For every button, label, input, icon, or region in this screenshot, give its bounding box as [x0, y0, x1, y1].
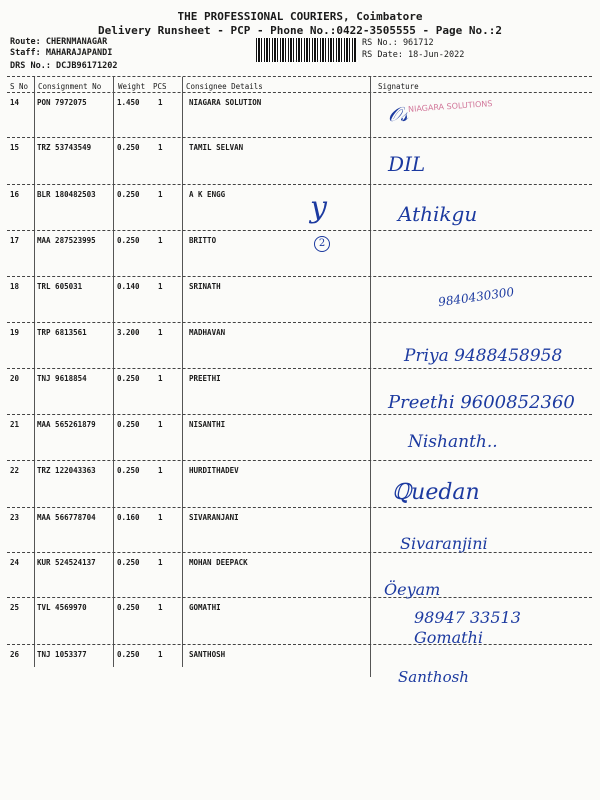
row-weight: 0.250	[117, 558, 140, 567]
signature-row-18: 9840430300	[437, 284, 515, 310]
staff-label: Staff: MAHARAJAPANDI	[10, 48, 113, 58]
row-pcs: 1	[158, 466, 163, 475]
col-separator	[182, 77, 183, 667]
row-pcs: 1	[158, 558, 163, 567]
row-weight: 0.250	[117, 374, 140, 383]
row-consignee: NIAGARA SOLUTION	[189, 98, 262, 107]
col-consignee: Consignee Details	[186, 82, 263, 91]
row-consignee: HURDITHADEV	[189, 466, 239, 475]
row-sno: 19	[10, 328, 20, 337]
row-pcs: 1	[158, 143, 163, 152]
row-sno: 22	[10, 466, 20, 475]
signature-row-21: Nishanth..	[408, 432, 498, 452]
handwritten-mark: y	[310, 190, 327, 225]
signature-row-26: Santhosh	[398, 668, 469, 686]
col-pcs: PCS	[153, 82, 167, 91]
drs-number: DRS No.: DCJB96171202	[10, 61, 118, 71]
row-consignment: MAA 566778704	[37, 513, 96, 522]
row-consignment: TVL 4569970	[37, 603, 87, 612]
row-consignment: TNJ 9618854	[37, 374, 87, 383]
row-consignee: GOMATHI	[189, 603, 221, 612]
row-consignment: TRZ 53743549	[37, 143, 92, 152]
row-weight: 0.250	[117, 420, 140, 429]
row-pcs: 1	[158, 236, 163, 245]
row-sno: 23	[10, 513, 20, 522]
row-divider	[7, 507, 592, 508]
row-sno: 20	[10, 374, 20, 383]
header-top-rule	[7, 76, 592, 77]
row-weight: 0.250	[117, 236, 140, 245]
row-weight: 0.250	[117, 650, 140, 659]
row-consignee: BRITTO	[189, 236, 217, 245]
route-label: Route: CHERNMANAGAR	[10, 37, 108, 47]
row-sno: 26	[10, 650, 20, 659]
runsheet-subtitle: Delivery Runsheet - PCP - Phone No.:0422-3505555 - Page No.:2	[98, 24, 502, 37]
row-sno: 25	[10, 603, 20, 612]
row-pcs: 1	[158, 420, 163, 429]
col-separator	[34, 77, 35, 667]
col-sno: S No	[10, 82, 29, 91]
barcode	[256, 38, 356, 62]
row-pcs: 1	[158, 190, 163, 199]
row-consignment: TRZ 122043363	[37, 466, 96, 475]
row-consignee: SANTHOSH	[189, 650, 226, 659]
row-sno: 18	[10, 282, 20, 291]
signature-row-16: Athikgu	[398, 202, 478, 226]
row-consignment: TRP 6813561	[37, 328, 87, 337]
col-signature: Signature	[378, 82, 419, 91]
row-weight: 0.250	[117, 190, 140, 199]
row-sno: 14	[10, 98, 20, 107]
row-consignment: MAA 287523995	[37, 236, 96, 245]
signature-row-24: Ӧeyam	[384, 580, 441, 599]
row-weight: 0.250	[117, 603, 140, 612]
row-consignee: SRINATH	[189, 282, 221, 291]
row-consignee: MOHAN DEEPACK	[189, 558, 248, 567]
row-pcs: 1	[158, 282, 163, 291]
row-divider	[7, 414, 592, 415]
row-weight: 0.160	[117, 513, 140, 522]
row-sno: 21	[10, 420, 20, 429]
row-divider	[7, 184, 592, 185]
rs-number: RS No.: 961712	[362, 38, 434, 48]
signature-row-25: 98947 33513 Gomathi	[414, 608, 521, 647]
company-title: THE PROFESSIONAL COURIERS, Coimbatore	[177, 10, 423, 23]
rs-date: RS Date: 18-Jun-2022	[362, 50, 465, 60]
row-divider	[7, 137, 592, 138]
row-consignment: MAA 565261879	[37, 420, 96, 429]
row-consignment: KUR 524524137	[37, 558, 96, 567]
col-weight: Weight	[118, 82, 146, 91]
row-sno: 15	[10, 143, 20, 152]
row-divider	[7, 552, 592, 553]
circled-number: 2	[314, 236, 330, 252]
row-divider	[7, 322, 592, 323]
row-weight: 0.250	[117, 143, 140, 152]
row-consignee: A K ENGG	[189, 190, 226, 199]
header-bottom-rule	[7, 92, 592, 93]
col-consignment: Consignment No	[38, 82, 102, 91]
signature-row-14: 𝒪𝓈	[388, 102, 408, 126]
row-sno: 17	[10, 236, 20, 245]
row-pcs: 1	[158, 98, 163, 107]
row-divider	[7, 276, 592, 277]
signature-row-22: ℚuedan	[392, 480, 480, 505]
row-weight: 0.250	[117, 466, 140, 475]
row-pcs: 1	[158, 328, 163, 337]
signature-row-20: Preethi 9600852360	[388, 392, 575, 413]
row-consignment: PON 7972075	[37, 98, 87, 107]
row-divider	[7, 230, 592, 231]
row-consignment: TRL 605031	[37, 282, 83, 291]
row-consignee: TAMIL SELVAN	[189, 143, 244, 152]
row-weight: 3.200	[117, 328, 140, 337]
col-separator	[370, 77, 371, 677]
row-pcs: 1	[158, 603, 163, 612]
company-stamp: NIAGARA SOLUTIONS	[407, 99, 493, 114]
row-sno: 16	[10, 190, 20, 199]
row-sno: 24	[10, 558, 20, 567]
row-consignee: PREETHI	[189, 374, 221, 383]
signature-row-15: DIL	[388, 152, 426, 176]
signature-row-23: Sivaranjini	[400, 534, 488, 553]
row-pcs: 1	[158, 513, 163, 522]
row-pcs: 1	[158, 650, 163, 659]
row-divider	[7, 368, 592, 369]
row-weight: 1.450	[117, 98, 140, 107]
row-consignment: BLR 180482503	[37, 190, 96, 199]
row-pcs: 1	[158, 374, 163, 383]
row-consignment: TNJ 1053377	[37, 650, 87, 659]
signature-row-19: Priya 9488458958	[404, 346, 563, 366]
row-consignee: MADHAVAN	[189, 328, 226, 337]
col-separator	[113, 77, 114, 667]
row-consignee: NISANTHI	[189, 420, 226, 429]
row-weight: 0.140	[117, 282, 140, 291]
row-consignee: SIVARANJANI	[189, 513, 239, 522]
row-divider	[7, 460, 592, 461]
row-divider	[7, 597, 592, 598]
